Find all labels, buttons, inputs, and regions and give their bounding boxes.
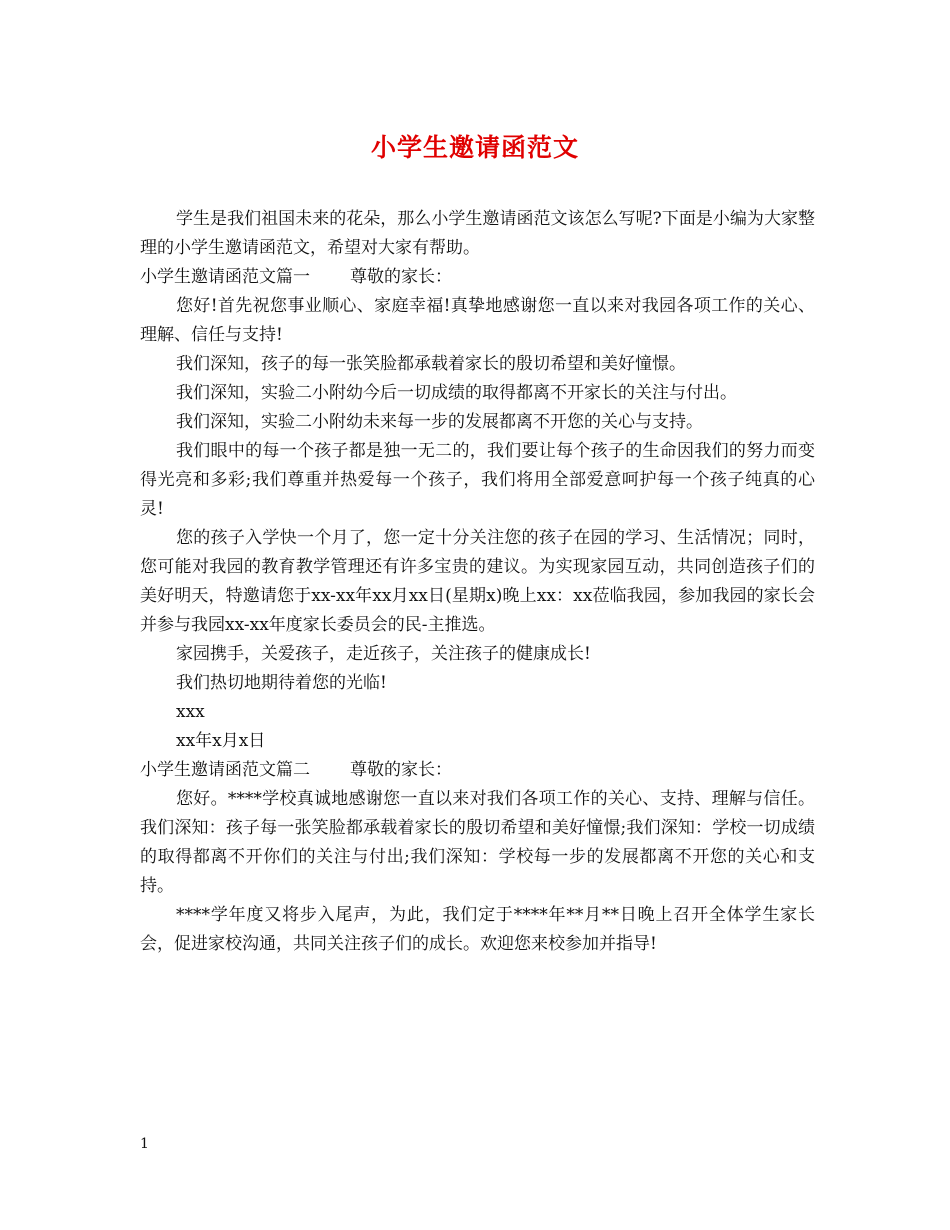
paragraph: 我们深知，实验二小附幼未来每一步的发展都离不开您的关心与支持。 (176, 412, 703, 432)
section-heading-line (140, 756, 815, 785)
paragraph: 您的孩子入学快一个月了，您一定十分关注您的孩子在园的学习、生活情况；同时，您可能对我园的教育教学管理还有许多宝贵的建议。为实现家园互动，共同创造孩子们的美好明天，特邀请您于xx-xx年xx月xx日(星期x)晚上xx：xx莅临我园，参加我园的家长会并参与我园xx-xx年度家长委员会的民-主推选。 (140, 528, 815, 635)
document-title: 小学生邀请函范文 (370, 133, 579, 162)
section-heading-line (140, 263, 815, 292)
date-line: xx年x月x日 (176, 731, 266, 751)
paragraph: 您好。****学校真诚地感谢您一直以来对我们各项工作的关心、支持、理解与信任。我们深知：孩子每一张笑脸都承载着家长的殷切希望和美好憧憬;我们深知：学校一切成绩的取得都离不开你们的关注与付出;我们深知：学校每一步的发展都离不开您的关心和支持。 (140, 789, 815, 896)
paragraph: ****学年度又将步入尾声，为此，我们定于****年**月**日晚上召开全体学生家长会，促进家校沟通，共同关注孩子们的成长。欢迎您来校参加并指导! (140, 905, 815, 954)
salutation: 尊敬的家长： (350, 267, 452, 287)
paragraph: 我们热切地期待着您的光临! (176, 673, 387, 693)
page-number: 1 (140, 1136, 149, 1152)
paragraph: 我们深知，实验二小附幼今后一切成绩的取得都离不开家长的关注与付出。 (176, 383, 737, 403)
paragraph: 您好!首先祝您事业顺心、家庭幸福!真挚地感谢您一直以来对我园各项工作的关心、理解、信任与支持! (140, 296, 815, 345)
salutation: 尊敬的家长： (350, 760, 452, 780)
section-heading: 小学生邀请函范文篇一 (140, 267, 310, 287)
document-body (140, 205, 815, 959)
paragraph: 家园携手，关爱孩子，走近孩子，关注孩子的健康成长! (176, 644, 591, 664)
section-heading: 小学生邀请函范文篇二 (140, 760, 310, 780)
paragraph: 我们深知，孩子的每一张笑脸都承载着家长的殷切希望和美好憧憬。 (176, 354, 686, 374)
signature: xxx (176, 702, 205, 722)
paragraph: 我们眼中的每一个孩子都是独一无二的，我们要让每个孩子的生命因我们的努力而变得光亮和多彩;我们尊重并热爱每一个孩子，我们将用全部爱意呵护每一个孩子纯真的心灵! (140, 441, 815, 519)
paragraph: 学生是我们祖国未来的花朵，那么小学生邀请函范文该怎么写呢?下面是小编为大家整理的小学生邀请函范文，希望对大家有帮助。 (140, 209, 815, 258)
